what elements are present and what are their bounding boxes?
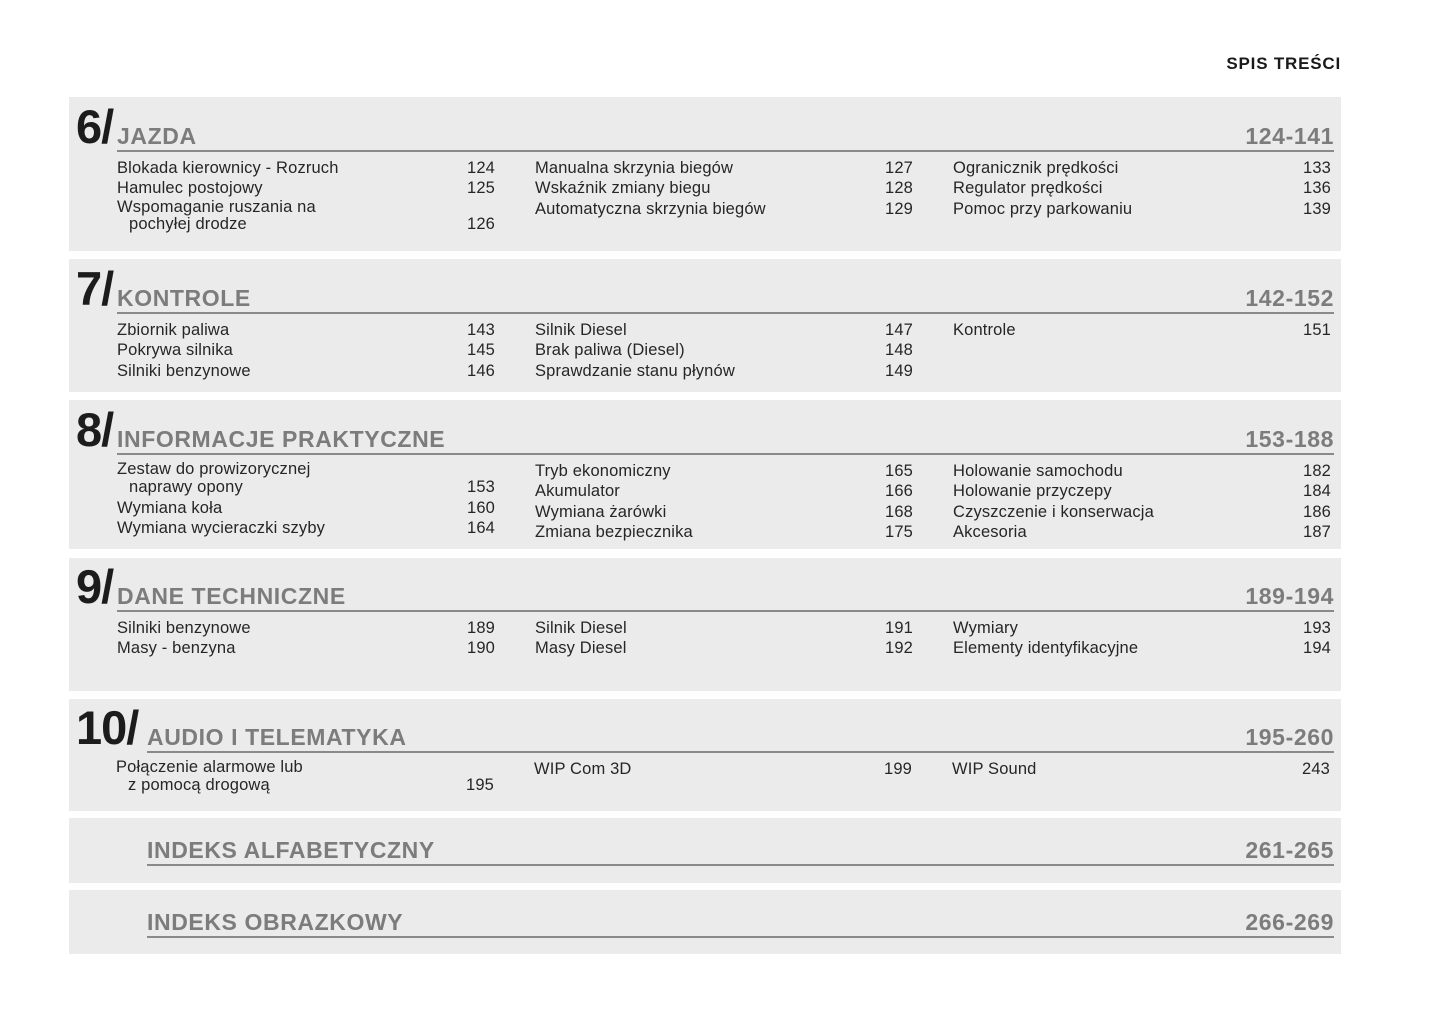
toc-entry-page: 149 [885,361,913,380]
toc-entry-label: Czyszczenie i konserwacja [953,502,1154,521]
toc-entry-label: Masy - benzyna [117,639,236,658]
toc-entry[interactable] [534,759,912,779]
toc-entry-page: 192 [885,639,913,658]
toc-entry-page: 189 [467,619,495,637]
toc-entry-page: 160 [467,499,495,517]
toc-entry-label: Połączenie alarmowe lub [116,758,303,776]
toc-entry-page: 195 [466,775,494,794]
toc-entry-page: 153 [467,477,495,496]
toc-entry-label: Blokada kierownicy - Rozruch [117,159,339,177]
section-number: 10/ [76,701,139,754]
section-divider [117,453,1334,455]
section-page-range: 195-260 [1245,724,1334,750]
section-header [69,699,1341,753]
toc-entry[interactable] [953,502,1331,522]
toc-entry[interactable] [953,638,1331,658]
toc-section [69,97,1341,251]
toc-entry-label: Wskaźnik zmiany biegu [535,179,711,198]
toc-entry[interactable] [117,638,495,658]
toc-entry-label: Silniki benzynowe [117,619,251,637]
toc-entry[interactable] [953,481,1331,501]
section-page-range: 142-152 [1245,285,1334,311]
section-title[interactable]: AUDIO I TELEMATYKA [147,724,407,750]
toc-entry-page: 175 [885,523,913,542]
section-page-range: 261-265 [1245,837,1334,863]
entry-column [535,618,913,659]
section-number: 8/ [76,403,114,456]
toc-entry-page: 166 [885,482,913,501]
toc-entry[interactable] [535,340,913,360]
toc-entry[interactable] [953,320,1331,340]
entry-column [535,461,913,543]
entry-column [953,461,1331,543]
section-page-range: 266-269 [1245,909,1334,935]
toc-entry-page: 184 [1303,482,1331,501]
entry-column [117,158,495,236]
toc-entry-label: Silnik Diesel [535,321,627,339]
toc-entry[interactable] [117,158,495,178]
section-title[interactable]: INFORMACJE PRAKTYCZNE [117,426,446,452]
toc-entry-page: 146 [467,361,495,380]
entry-column [117,618,495,659]
section-divider [117,150,1334,152]
toc-entry-label: Pomoc przy parkowaniu [953,199,1133,218]
section-divider [147,751,1334,753]
section-title[interactable]: INDEKS OBRAZKOWY [147,909,404,935]
toc-entry[interactable] [117,340,495,360]
toc-entry-label: Silniki benzynowe [117,361,251,380]
toc-entry[interactable] [117,461,495,496]
page-title: SPIS TREŚCI [1226,54,1341,73]
toc-entry[interactable] [535,618,913,638]
toc-entry-label: WIP Com 3D [534,760,632,778]
entry-column [117,461,495,539]
toc-entry[interactable] [535,461,913,481]
toc-entry-label: Elementy identyfikacyjne [953,639,1139,658]
toc-entry[interactable] [116,759,494,794]
toc-entry-label: Sprawdzanie stanu płynów [535,361,735,380]
toc-entry-page: 148 [885,341,913,360]
toc-entry-label: Wymiana żarówki [535,502,667,521]
section-number: 9/ [76,560,114,613]
toc-entry-label: Regulator prędkości [953,179,1103,198]
toc-entry-page: 143 [467,321,495,339]
toc-entry-page: 126 [467,215,495,234]
toc-entry-label: Automatyczna skrzynia biegów [535,199,766,218]
toc-entry[interactable] [952,759,1330,779]
section-page-range: 189-194 [1245,583,1334,609]
toc-entry-page: 194 [1303,639,1331,658]
toc-section [69,818,1341,883]
toc-entry[interactable] [535,320,913,340]
section-title[interactable]: KONTROLE [117,285,251,311]
section-title[interactable]: INDEKS ALFABETYCZNY [147,837,435,863]
toc-entry-label: Holowanie przyczepy [953,482,1112,501]
entry-column [116,759,494,796]
toc-entry-label: Zbiornik paliwa [117,321,230,339]
toc-entry-page: 145 [467,341,495,360]
toc-entry-page: 190 [467,639,495,658]
toc-entry[interactable] [953,618,1331,638]
toc-entry-page: 136 [1303,179,1331,198]
section-number: 6/ [76,100,114,153]
toc-entry[interactable] [535,502,913,522]
toc-entry-label: Tryb ekonomiczny [535,462,671,480]
entry-column [535,320,913,381]
toc-entry[interactable] [953,522,1331,542]
toc-entry-label-continued: naprawy opony [129,477,243,496]
toc-entry[interactable] [535,178,913,198]
toc-entry-label: Akcesoria [953,523,1027,542]
toc-entry-page: 127 [885,159,913,177]
toc-entry-label: Manualna skrzynia biegów [535,159,734,177]
toc-entry-label: WIP Sound [952,760,1037,778]
toc-entry-page: 139 [1303,199,1331,218]
section-divider [147,864,1334,866]
toc-entry[interactable] [535,638,913,658]
toc-entry-page: 165 [885,462,913,480]
toc-entry-label: Masy Diesel [535,639,627,658]
toc-entry[interactable] [953,199,1331,219]
toc-entry[interactable] [535,158,913,178]
section-header [69,400,1341,455]
toc-entry-page: 133 [1303,159,1331,177]
toc-section [69,699,1341,811]
toc-entry-page: 124 [467,159,495,177]
toc-entry[interactable] [117,320,495,340]
toc-entry-label: Holowanie samochodu [953,462,1123,480]
entry-column [953,618,1331,659]
toc-section [69,259,1341,392]
toc-entry-label: Zmiana bezpiecznika [535,523,693,542]
toc-entry-page: 125 [467,179,495,198]
toc-section [69,400,1341,549]
toc-entry[interactable] [953,158,1331,178]
toc-entry[interactable] [953,178,1331,198]
entry-column [953,158,1331,219]
section-title[interactable]: JAZDA [117,123,197,149]
toc-entry-label-continued: z pomocą drogową [128,775,270,794]
toc-entry-page: 191 [885,619,913,637]
toc-entry[interactable] [117,618,495,638]
section-header [69,97,1341,152]
section-header [69,259,1341,314]
toc-entry[interactable] [117,361,495,381]
toc-entry-page: 147 [885,321,913,339]
entry-column [953,320,1331,340]
toc-entry[interactable] [117,178,495,198]
toc-entry-page: 128 [885,179,913,198]
entry-column [535,158,913,219]
section-header [69,818,1341,866]
entry-column [952,759,1330,779]
section-header [69,558,1341,612]
toc-entry-page: 199 [884,760,912,778]
toc-entry-label: Brak paliwa (Diesel) [535,341,685,360]
section-page-range: 153-188 [1245,426,1334,452]
toc-entry-label: Wspomaganie ruszania na [117,197,316,216]
toc-entry[interactable] [117,199,495,234]
toc-entry-page: 193 [1303,619,1331,637]
toc-entry-label: Hamulec postojowy [117,179,263,198]
section-header [69,890,1341,938]
section-title[interactable]: DANE TECHNICZNE [117,583,346,609]
toc-entry-label: Akumulator [535,482,620,501]
toc-entry-label: Wymiary [953,619,1019,637]
toc-entry-label: Zestaw do prowizorycznej [117,460,311,478]
toc-entry-page: 151 [1303,321,1331,339]
section-page-range: 124-141 [1245,123,1334,149]
section-divider [147,936,1334,938]
toc-entry-page: 187 [1303,523,1331,542]
toc-entry[interactable] [117,518,495,538]
section-divider [117,610,1334,612]
toc-entry[interactable] [535,522,913,542]
toc-entry-label: Ogranicznik prędkości [953,159,1119,177]
toc-entry-page: 243 [1302,760,1330,778]
toc-entry-page: 164 [467,519,495,538]
toc-entry[interactable] [535,361,913,381]
toc-entry-label: Pokrywa silnika [117,341,233,360]
toc-entry-page: 182 [1303,462,1331,480]
entry-column [117,320,495,381]
toc-entry[interactable] [953,461,1331,481]
toc-entry-label: Kontrole [953,321,1016,339]
toc-section [69,890,1341,954]
toc-entry-page: 129 [885,199,913,218]
toc-section [69,558,1341,691]
section-number: 7/ [76,262,114,315]
toc-entry-page: 168 [885,502,913,521]
section-divider [117,312,1334,314]
toc-entry[interactable] [535,481,913,501]
entry-column [534,759,912,779]
toc-entry[interactable] [535,199,913,219]
toc-entry-label: Wymiana wycieraczki szyby [117,519,326,538]
toc-entry-label: Wymiana koła [117,499,223,517]
toc-entry-label-continued: pochyłej drodze [129,215,247,234]
toc-entry-label: Silnik Diesel [535,619,627,637]
toc-entry[interactable] [117,498,495,518]
toc-entry-page: 186 [1303,502,1331,521]
